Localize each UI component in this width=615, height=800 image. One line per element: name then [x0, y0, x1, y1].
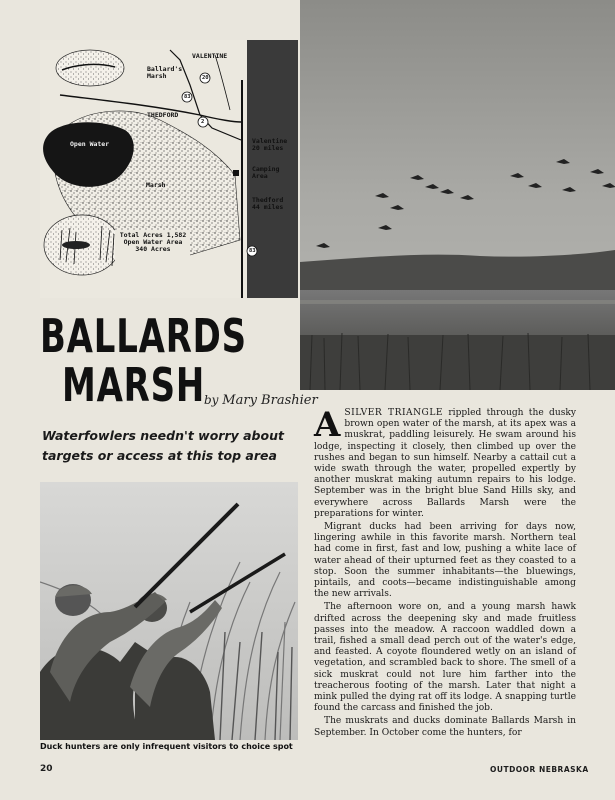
map-label-thedford: THEDFORD: [147, 111, 179, 119]
magazine-name: OUTDOOR NEBRASKA: [490, 765, 589, 774]
page-number: 20: [40, 764, 53, 774]
author-name: Mary Brashier: [222, 393, 318, 408]
drop-cap: A: [314, 405, 341, 445]
paragraph-1: [314, 405, 577, 520]
byline: [204, 393, 318, 408]
map-label-valentine-distance: Valentine 20 miles: [252, 137, 288, 152]
article-title-line-1: BALLARDS: [40, 309, 247, 363]
map-label-thedford-distance: Thedford 44 miles: [252, 196, 284, 211]
paragraph-4: The muskrats and ducks dominate Ballards Marsh in September. In October come the hunters, for: [314, 716, 576, 738]
route-83-shield-bottom: 83: [249, 248, 256, 254]
map-label-valentine: VALENTINE: [192, 52, 228, 60]
marsh-map: [40, 40, 298, 298]
route-2-shield: 2: [201, 119, 205, 125]
hunters-photo: [40, 482, 298, 740]
photo-caption: Duck hunters are only infrequent visitors to choice spot: [40, 742, 293, 751]
lead-in-text: SILVER TRIANGLE: [344, 408, 444, 418]
article-subtitle: Waterfowlers needn't worry about targets or access at this top area: [42, 428, 284, 463]
article-title-line-2: MARSH: [62, 358, 206, 412]
map-label-camping-area: Camping Area: [252, 165, 280, 180]
map-totals: Total Acres 1,582 Open Water Area 340 Acres: [119, 231, 187, 253]
map-label-marsh: Marsh: [146, 181, 166, 189]
route-83-shield-top: 83: [184, 94, 191, 100]
map-label-open-water: Open Water: [70, 140, 110, 148]
paragraph-3: The afternoon wore on, and a young marsh hawk drifted across the deepening sky and made fruitless passes into the meadow. A raccoon waddled down a trail, fished a small dead perch out of the water's edge, and feasted. A coyote floundered wetly on an island of vegetation, and scrambled back to shore. The smell of a sick muskrat could not lure him farther into the treacherous footing of the marsh. Later that night a mink pulled the dying rat off its lodge. A snapping turtle found the carcass and finished the job.: [314, 602, 576, 714]
paragraph-2: Migrant ducks had been arriving for days now, lingering awhile in this favorite marsh. Northern teal had come in first, fast and low, pushing a white lace of water ahead of their upturned feet as they coasted to a stop. Soon the summer inhabitants—the bluewings, pintails, and coots—became indistinguishable among the new arrivals.: [314, 522, 576, 600]
paragraph-1-text: rippled through the dusky brown open water of the marsh, at its apex was a muskrat, paddling leisurely. He swam around his lodge, inspecting it closely, then climbed up over the rushes and began to sun himself. Nearby a cattail cut a wide swath through the water, propelled expertly by another muskrat making autumn repairs to his lodge. September was in the bright blue Sand Hills sky, and everywhere across Ballards Marsh were the preparations for winter.: [314, 408, 577, 519]
map-label-ballards-marsh: Ballard's Marsh: [147, 65, 183, 80]
route-20-shield: 20: [202, 75, 209, 81]
article-body: [314, 405, 577, 741]
byline-prefix: by: [204, 393, 219, 407]
ducks-photo-graphic: [300, 0, 615, 390]
hunters-photo-graphic: [40, 482, 298, 740]
ducks-in-flight-photo: [300, 0, 615, 390]
